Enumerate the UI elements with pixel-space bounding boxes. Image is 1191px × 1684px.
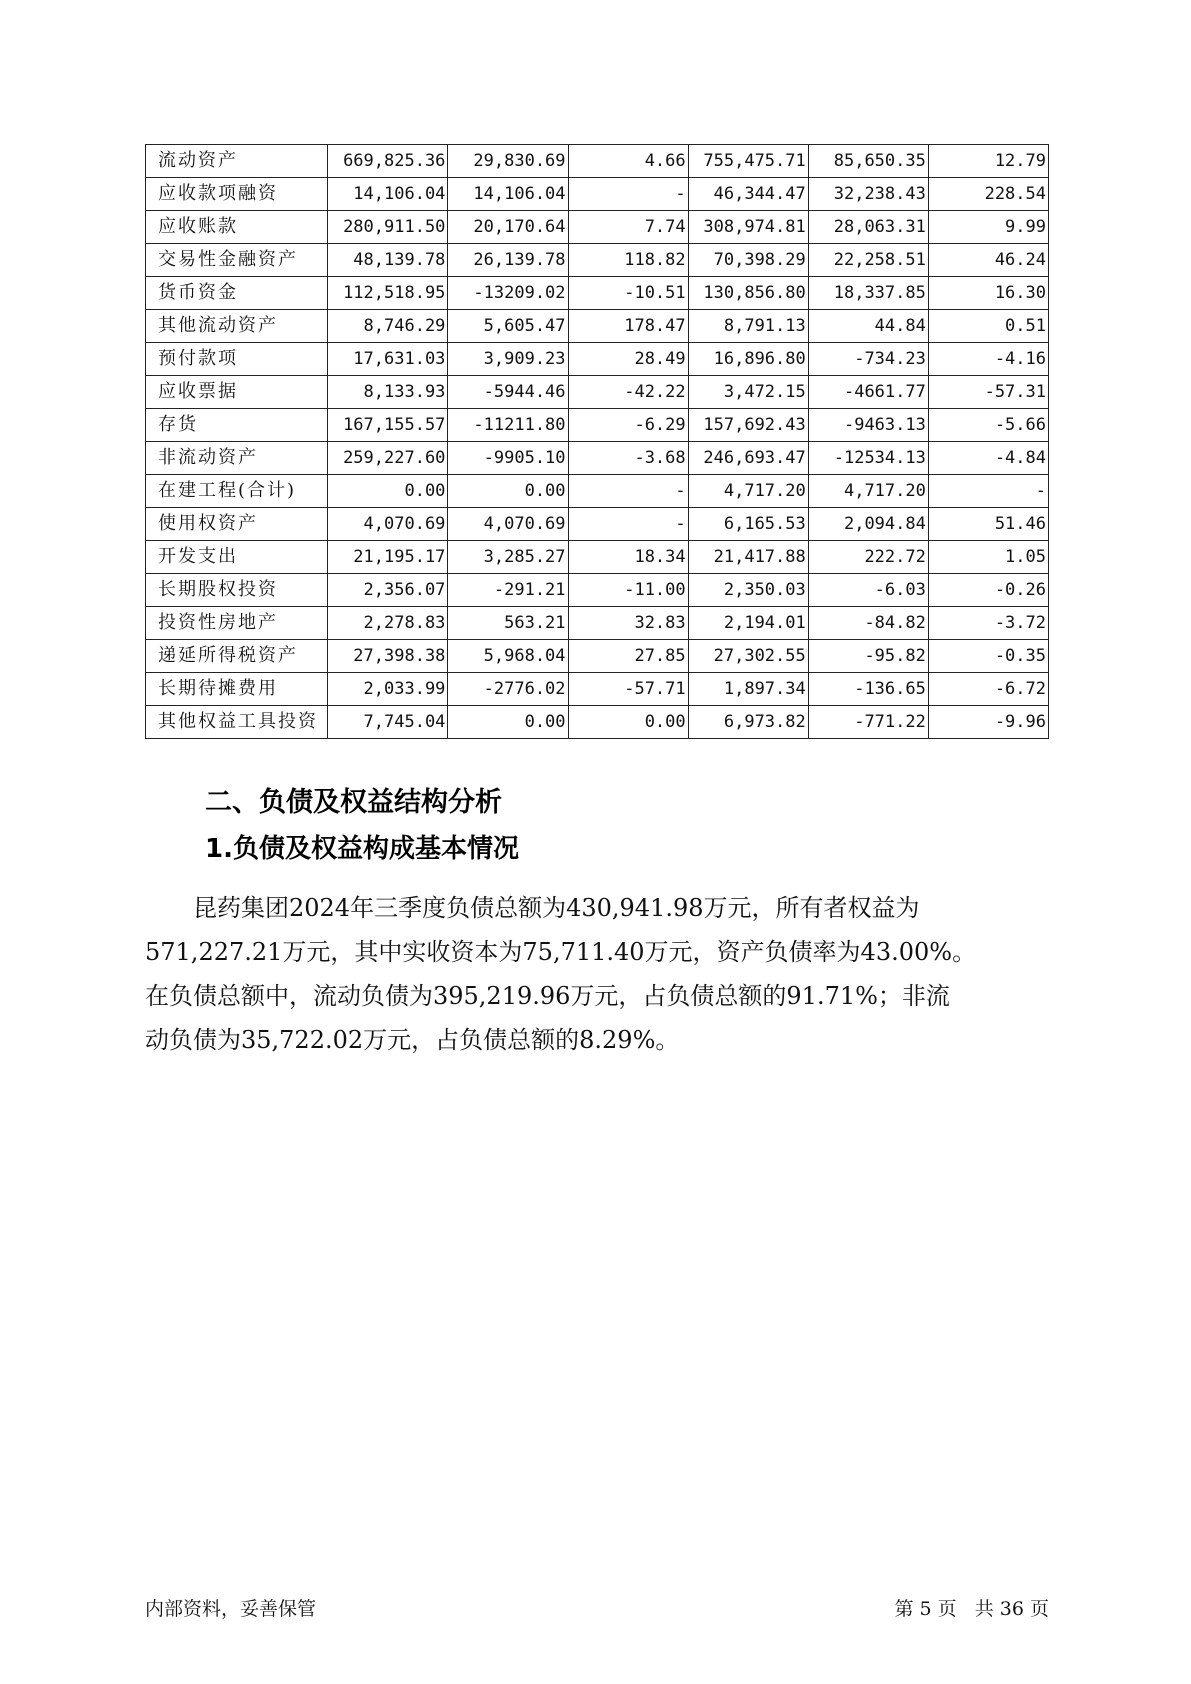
value-cell: -4.84	[928, 442, 1048, 475]
value-cell: -3.72	[928, 607, 1048, 640]
value-cell: 4,070.69	[328, 508, 448, 541]
value-cell: -9463.13	[808, 409, 928, 442]
row-label-cell: 应收账款	[146, 211, 328, 244]
table-row	[146, 574, 1049, 607]
value-cell: 4,717.20	[688, 475, 808, 508]
row-label-cell: 应收票据	[146, 376, 328, 409]
value-cell: 70,398.29	[688, 244, 808, 277]
value-cell: -291.21	[448, 574, 568, 607]
table-row	[146, 706, 1049, 739]
value-cell: 18.34	[568, 541, 688, 574]
value-cell: 4,717.20	[808, 475, 928, 508]
row-label-cell: 开发支出	[146, 541, 328, 574]
paragraph-line: 动负债为35,722.02万元，占负债总额的8.29%。	[145, 1026, 680, 1054]
value-cell: 6,973.82	[688, 706, 808, 739]
value-cell: 48,139.78	[328, 244, 448, 277]
value-cell: 112,518.95	[328, 277, 448, 310]
value-cell: 2,094.84	[808, 508, 928, 541]
table-row	[146, 673, 1049, 706]
row-label-cell: 使用权资产	[146, 508, 328, 541]
value-cell: 755,475.71	[688, 145, 808, 178]
row-label-cell: 预付款项	[146, 343, 328, 376]
value-cell: -	[568, 508, 688, 541]
row-label-cell: 货币资金	[146, 277, 328, 310]
value-cell: -6.72	[928, 673, 1048, 706]
value-cell: -734.23	[808, 343, 928, 376]
value-cell: 85,650.35	[808, 145, 928, 178]
value-cell: 5,605.47	[448, 310, 568, 343]
value-cell: 246,693.47	[688, 442, 808, 475]
value-cell: 563.21	[448, 607, 568, 640]
value-cell: 228.54	[928, 178, 1048, 211]
value-cell: 178.47	[568, 310, 688, 343]
value-cell: -	[928, 475, 1048, 508]
value-cell: 16.30	[928, 277, 1048, 310]
value-cell: -2776.02	[448, 673, 568, 706]
value-cell: 27,302.55	[688, 640, 808, 673]
row-label-cell: 非流动资产	[146, 442, 328, 475]
value-cell: 21,417.88	[688, 541, 808, 574]
value-cell: -3.68	[568, 442, 688, 475]
value-cell: 0.00	[448, 475, 568, 508]
value-cell: 157,692.43	[688, 409, 808, 442]
table-row	[146, 178, 1049, 211]
value-cell: 2,278.83	[328, 607, 448, 640]
value-cell: 28.49	[568, 343, 688, 376]
table-row	[146, 310, 1049, 343]
section-heading: 二、负债及权益结构分析	[205, 787, 502, 818]
table-row	[146, 343, 1049, 376]
value-cell: -42.22	[568, 376, 688, 409]
asset-change-table	[145, 144, 1049, 739]
paragraph-line: 在负债总额中，流动负债为395,219.96万元，占负债总额的91.71%；非流	[145, 982, 950, 1010]
table-row	[146, 442, 1049, 475]
row-label-cell: 在建工程(合计)	[146, 475, 328, 508]
value-cell: 46,344.47	[688, 178, 808, 211]
row-label-cell: 存货	[146, 409, 328, 442]
value-cell: 22,258.51	[808, 244, 928, 277]
value-cell: 32,238.43	[808, 178, 928, 211]
row-label-cell: 长期待摊费用	[146, 673, 328, 706]
value-cell: -4661.77	[808, 376, 928, 409]
value-cell: 9.99	[928, 211, 1048, 244]
value-cell: 7.74	[568, 211, 688, 244]
table-row	[146, 475, 1049, 508]
value-cell: 669,825.36	[328, 145, 448, 178]
value-cell: 308,974.81	[688, 211, 808, 244]
value-cell: 1,897.34	[688, 673, 808, 706]
table-row	[146, 244, 1049, 277]
value-cell: -57.71	[568, 673, 688, 706]
value-cell: 12.79	[928, 145, 1048, 178]
value-cell: 0.51	[928, 310, 1048, 343]
body-paragraph	[145, 886, 1050, 1062]
subsection-heading: 1.负债及权益构成基本情况	[205, 834, 519, 864]
value-cell: 1.05	[928, 541, 1048, 574]
value-cell: 222.72	[808, 541, 928, 574]
value-cell: -6.03	[808, 574, 928, 607]
value-cell: 0.00	[328, 475, 448, 508]
table-row	[146, 409, 1049, 442]
value-cell: 0.00	[568, 706, 688, 739]
value-cell: 2,356.07	[328, 574, 448, 607]
row-label-cell: 长期股权投资	[146, 574, 328, 607]
value-cell: 0.00	[448, 706, 568, 739]
value-cell: 46.24	[928, 244, 1048, 277]
row-label-cell: 流动资产	[146, 145, 328, 178]
footer-confidential-note: 内部资料，妥善保管	[145, 1598, 317, 1620]
value-cell: 8,133.93	[328, 376, 448, 409]
value-cell: 7,745.04	[328, 706, 448, 739]
row-label-cell: 交易性金融资产	[146, 244, 328, 277]
value-cell: -84.82	[808, 607, 928, 640]
value-cell: 3,472.15	[688, 376, 808, 409]
table-row	[146, 145, 1049, 178]
value-cell: -771.22	[808, 706, 928, 739]
paragraph-line: 571,227.21万元，其中实收资本为75,711.40万元，资产负债率为43.00%。	[145, 938, 977, 966]
row-label-cell: 其他流动资产	[146, 310, 328, 343]
value-cell: 18,337.85	[808, 277, 928, 310]
table-row	[146, 640, 1049, 673]
value-cell: -9905.10	[448, 442, 568, 475]
value-cell: 32.83	[568, 607, 688, 640]
value-cell: 29,830.69	[448, 145, 568, 178]
value-cell: -13209.02	[448, 277, 568, 310]
value-cell: -136.65	[808, 673, 928, 706]
value-cell: -	[568, 178, 688, 211]
table-row	[146, 541, 1049, 574]
value-cell: 280,911.50	[328, 211, 448, 244]
value-cell: 4,070.69	[448, 508, 568, 541]
value-cell: 5,968.04	[448, 640, 568, 673]
value-cell: -11211.80	[448, 409, 568, 442]
paragraph-line: 昆药集团2024年三季度负债总额为430,941.98万元，所有者权益为	[193, 894, 920, 922]
value-cell: -95.82	[808, 640, 928, 673]
value-cell: 20,170.64	[448, 211, 568, 244]
value-cell: 3,285.27	[448, 541, 568, 574]
value-cell: 14,106.04	[328, 178, 448, 211]
value-cell: 2,350.03	[688, 574, 808, 607]
value-cell: 4.66	[568, 145, 688, 178]
value-cell: -11.00	[568, 574, 688, 607]
value-cell: -57.31	[928, 376, 1048, 409]
value-cell: -0.35	[928, 640, 1048, 673]
row-label-cell: 投资性房地产	[146, 607, 328, 640]
value-cell: -4.16	[928, 343, 1048, 376]
value-cell: 14,106.04	[448, 178, 568, 211]
value-cell: 44.84	[808, 310, 928, 343]
value-cell: 2,033.99	[328, 673, 448, 706]
value-cell: 8,791.13	[688, 310, 808, 343]
value-cell: 2,194.01	[688, 607, 808, 640]
value-cell: 21,195.17	[328, 541, 448, 574]
table-row	[146, 211, 1049, 244]
footer-page-number: 第 5 页 共 36 页	[894, 1598, 1049, 1620]
value-cell: 28,063.31	[808, 211, 928, 244]
row-label-cell: 其他权益工具投资	[146, 706, 328, 739]
value-cell: -0.26	[928, 574, 1048, 607]
value-cell: -5.66	[928, 409, 1048, 442]
value-cell: -	[568, 475, 688, 508]
value-cell: 130,856.80	[688, 277, 808, 310]
value-cell: 3,909.23	[448, 343, 568, 376]
value-cell: 27.85	[568, 640, 688, 673]
value-cell: -5944.46	[448, 376, 568, 409]
table-body	[146, 145, 1049, 739]
value-cell: 259,227.60	[328, 442, 448, 475]
value-cell: -6.29	[568, 409, 688, 442]
value-cell: 6,165.53	[688, 508, 808, 541]
value-cell: 51.46	[928, 508, 1048, 541]
value-cell: 118.82	[568, 244, 688, 277]
table-row	[146, 277, 1049, 310]
value-cell: -12534.13	[808, 442, 928, 475]
table-row	[146, 508, 1049, 541]
table-row	[146, 376, 1049, 409]
value-cell: 16,896.80	[688, 343, 808, 376]
value-cell: -9.96	[928, 706, 1048, 739]
table-row	[146, 607, 1049, 640]
row-label-cell: 应收款项融资	[146, 178, 328, 211]
value-cell: 26,139.78	[448, 244, 568, 277]
value-cell: 167,155.57	[328, 409, 448, 442]
row-label-cell: 递延所得税资产	[146, 640, 328, 673]
value-cell: 8,746.29	[328, 310, 448, 343]
value-cell: 17,631.03	[328, 343, 448, 376]
value-cell: 27,398.38	[328, 640, 448, 673]
value-cell: -10.51	[568, 277, 688, 310]
